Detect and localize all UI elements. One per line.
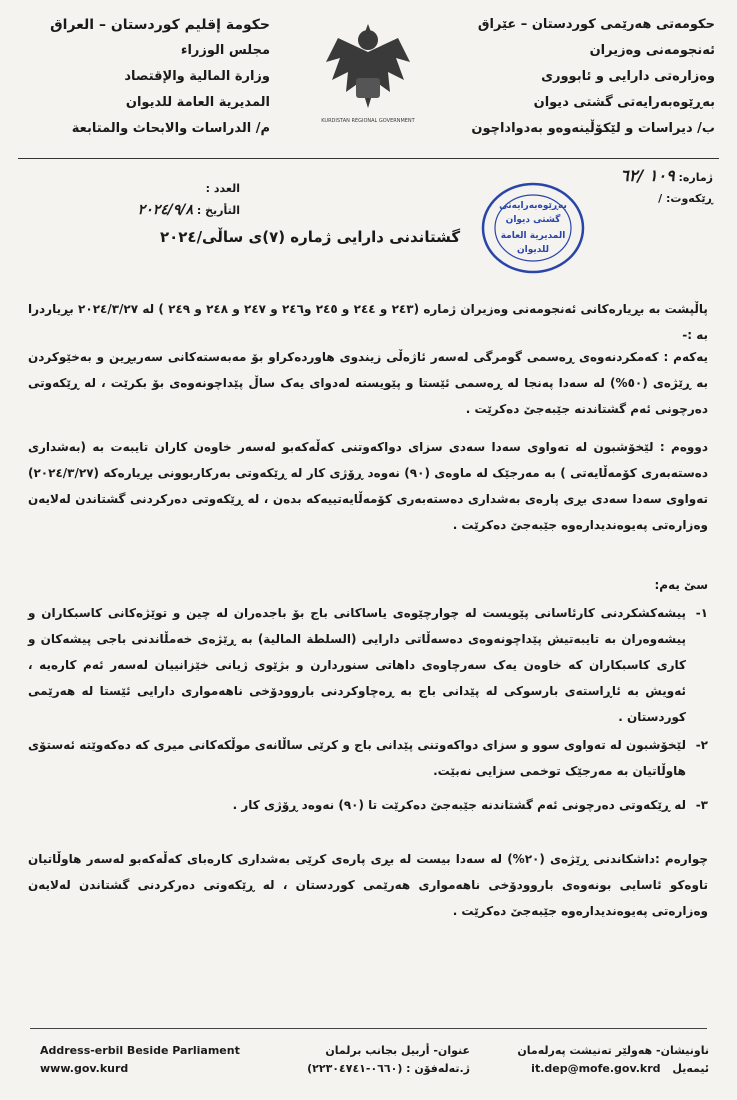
stamp-line: للديوان — [516, 245, 550, 255]
header-kurdish-line: ب/ دیراسات و لێکۆڵینەوەو بەدواداچون — [471, 121, 715, 136]
header-arabic-line: المديرية العامة للديوان — [125, 95, 270, 110]
krg-eagle-emblem — [318, 18, 418, 138]
ar-date-value: ٢٠٢٤/٩/٨ — [137, 202, 194, 218]
list-item-number: ١- — [695, 606, 708, 620]
footer-email-label: ئیمەیل — [672, 1062, 709, 1075]
header-kurdish-line: ئەنجومەنی وەزیران — [589, 43, 715, 58]
header-arabic-line: م/ الدراسات والابحاث والمتابعة — [71, 121, 270, 136]
ref-number-label: ژمارە: — [678, 171, 713, 184]
header-arabic — [20, 12, 270, 142]
list-item-text: لێخۆشبون لە تەواوی سوو و سزای دواکەوتنی پێدانی باج و کرێی ساڵانەی موڵکەکانی میری کە دەکەوێتە ئەستۆی هاوڵاتیان بە مەرجێک توخمی سزایی نەبێت. — [28, 738, 686, 778]
header-kurdish — [445, 12, 715, 142]
header-kurdish-line: حکومەتی هەرێمی کوردستان – عێراق — [477, 17, 715, 32]
footer-kurdish — [509, 1042, 709, 1078]
footer-address-ku: ناونیشان- هەولێر تەنیشت پەرلەمان — [517, 1044, 709, 1057]
ar-date-label: التأريخ : — [196, 204, 240, 217]
footer-phone: ژ.تەلەفۆن : (٠٦٦٠-٢٢٣٠٤٧٤١) — [307, 1062, 470, 1075]
header-arabic-line: حكومة إقليم كوردستان – العراق — [50, 17, 270, 33]
ar-date — [100, 202, 240, 218]
logo-caption: KURDISTAN REGIONAL GOVERNMENT — [321, 118, 415, 124]
header-kurdish-line: وەزارەتی دارایی و ئابووری — [541, 69, 715, 84]
list-item — [28, 792, 708, 818]
header-arabic-line: وزارة المالية والإقتصاد — [124, 69, 270, 84]
clause-fourth: چوارەم :داشکاندنی ڕێژەی (٢٠%) لە سەدا بیست لە بڕی پارەی کرێی بەشداری کارەبای کەڵەکەبو لەسەر هاوڵاتیان تاوەکو ئاسایی بونەوەی باروودۆخی ناهەمواری هەرێمی کوردستان ، لە ڕێکەوتی دەرکردنی گشتاندن لەلایەن وەزارەتی پەیوەندیدارەوە جێبەجێ دەکرێت . — [28, 852, 708, 918]
list-item-number: ٢- — [695, 738, 708, 752]
stamp-line: بەڕێوەبەرایەتی — [499, 201, 567, 211]
footer-english — [40, 1042, 260, 1078]
stamp-line: المديرية العامة — [500, 231, 566, 241]
footer-email: it.dep@mofe.gov.krd — [531, 1062, 661, 1075]
list-item-text: لە ڕێکەوتی دەرچونی ئەم گشتاندنە جێبەجێ دەکرێت تا (٩٠) نەوەد ڕۆژی کار . — [232, 798, 686, 812]
footer-divider — [30, 1028, 707, 1029]
header-divider — [18, 158, 719, 159]
ref-number — [593, 166, 713, 185]
footer-address-ar: عنوان- أربيل بجانب برلمان — [325, 1044, 470, 1057]
official-stamp — [478, 178, 588, 278]
header-kurdish-line: بەڕێوەبەرایەتی گشتی دیوان — [533, 95, 715, 110]
footer-website: www.gov.kurd — [40, 1062, 129, 1075]
ref-number-value: ١٠٩ /٦٢ — [620, 166, 675, 185]
footer-arabic — [300, 1042, 470, 1078]
clause-first: یەکەم : کەمکردنەوەی ڕەسمی گومرگی لەسەر ئاژەڵی زیندوی هاوردەکراو بۆ مەبەستەکانی سەربڕین و بەخێوکردن بە ڕێژەی (٥٠%) لە سەدا پەنجا لە ڕەسمی ئێستا و پێویستە لەدوای یەک ساڵ پێداچونەوەی بۆ بکرێت ، لە ڕێکەوتی دەرچونی ئەم گشتاندنە جێبەجێ دەکرێت . — [28, 350, 709, 416]
stamp-line: گشتی دیوان — [505, 215, 561, 225]
intro-paragraph: پاڵپشت بە بڕیارەکانی ئەنجومەنی وەزیران ژمارە (٢٤٣ و ٢٤٤ و ٢٤٥ و٢٤٦ و ٢٤٧ و ٢٤٨ و ٢٤٩ ) لە ٢٠٢٤/٣/٢٧ بڕیاردرا بە :- — [28, 302, 708, 342]
clause-third-title: سێ یەم: — [654, 578, 708, 592]
ar-number-label: العدد : — [205, 182, 240, 195]
header-arabic-line: مجلس الوزراء — [180, 43, 270, 58]
ref-date — [593, 192, 713, 205]
clause-second: دووەم : لێخۆشبون لە تەواوی سەدا سەدی سزای دواکەوتنی کەڵەکەبو لەسەر خاوەن کاران تایبەت بە (بەشداری دەستەبەری کۆمەڵایەتی ) بە مەرجێک لە ماوەی (٩٠) نەوەد ڕۆژی کار لە ڕێکەوتی بەرکاربوونی بڕیارەکە (٢٠٢٤/٣/٢٧) تەواوی سەدا سەدی بڕی پارەی بەشداری دەستەبەری کۆمەڵایەتییەکە بدەن ، لە ڕێکەوتی دەرکردنی گشتاندن لەلایەن وەزارەتی پەیوەندیدارەوە جێبەجێ دەکرێت . — [28, 440, 709, 532]
ref-date-label: ڕێکەوت: — [666, 192, 713, 205]
list-item — [28, 732, 708, 784]
document-subject: گشتاندنی دارایی ژمارە (٧)ی ساڵی/٢٠٢٤ — [159, 228, 461, 246]
ar-number — [160, 182, 240, 195]
list-item-text: پیشەکشکردنی کارئاسانی پێویست لە چوارچێوەی یاساکانی باج بۆ باجدەران لە چین و توێژەکانی کاسبکاران و پیشەوەران بە تایبەتیش پێداچونەوەی دەسەڵاتی دارایی (السلطة المالية) بە ڕێژەی خەمڵاندنی باجی پیشەکان و کاری کاسبکاران کە خاوەن یەک سەرچاوەی داهاتی سنوردارن و بژێوی ژیانی خێزانییان لەسەر ئەم کارەیە ، ئەویش بە ئاڕاستەی بارسوکی لە پێدانی باج بە ڕەچاوکردنی باروودۆخی ناهەمواری دارایی ئێستا لە هەرێمی کوردستان . — [28, 606, 686, 724]
ref-date-value: / — [658, 192, 663, 205]
list-item — [28, 600, 708, 730]
list-item-number: ٣- — [695, 798, 708, 812]
footer-address-en: Address-erbil Beside Parliament — [40, 1044, 240, 1057]
